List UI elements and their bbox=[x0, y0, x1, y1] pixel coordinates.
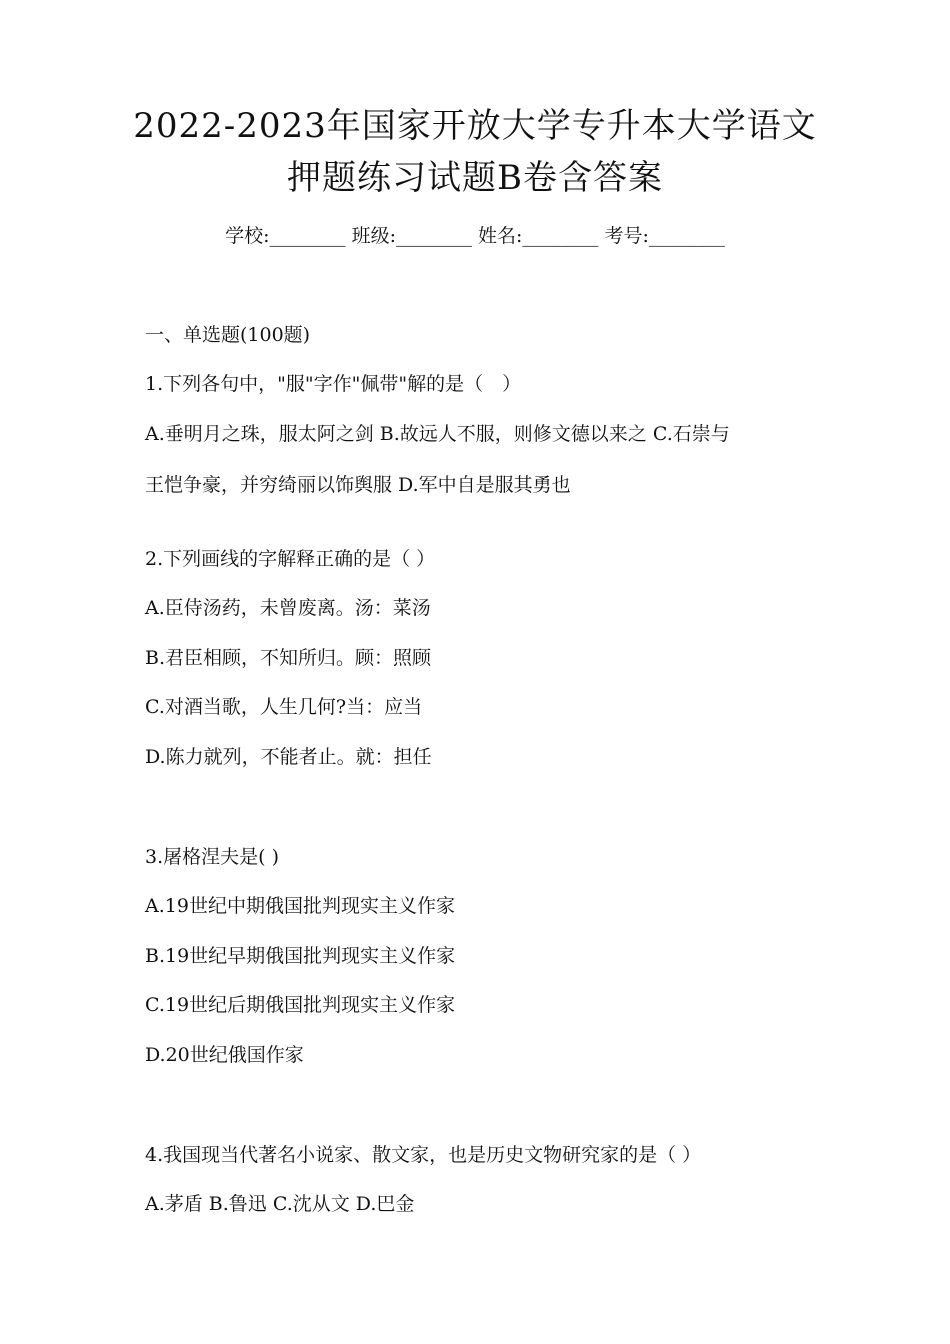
student-info-line: 学校:________ 班级:________ 姓名:________ 考号:________ bbox=[225, 225, 725, 247]
question-1-options-line-1: A.垂明月之珠，服太阿之剑 B.故远人不服，则修文德以来之 C.石崇与 bbox=[145, 423, 730, 445]
question-2-option-b: B.君臣相顾，不知所归。顾：照顾 bbox=[145, 647, 432, 669]
question-1-options-line-2: 王恺争豪，并穷绮丽以饰舆服 D.军中自是服其勇也 bbox=[145, 474, 571, 496]
question-2-option-c: C.对酒当歌，人生几何?当：应当 bbox=[145, 696, 423, 718]
section-heading: 一、单选题(100题) bbox=[145, 324, 311, 346]
question-3-option-c: C.19世纪后期俄国批判现实主义作家 bbox=[145, 994, 456, 1016]
question-2-option-a: A.臣侍汤药，未曾废离。汤：菜汤 bbox=[145, 597, 431, 619]
document-title-line-2: 押题练习试题B卷含答案 bbox=[287, 158, 663, 198]
question-1-stem: 1.下列各句中，"服"字作"佩带"解的是（ ） bbox=[145, 373, 522, 395]
question-3-option-d: D.20世纪俄国作家 bbox=[145, 1044, 304, 1066]
question-3-option-a: A.19世纪中期俄国批判现实主义作家 bbox=[145, 895, 455, 917]
question-2-stem: 2.下列画线的字解释正确的是（ ） bbox=[145, 548, 436, 570]
question-3-stem: 3.屠格涅夫是( ) bbox=[145, 846, 279, 868]
question-2-option-d: D.陈力就列，不能者止。就：担任 bbox=[145, 746, 432, 768]
question-3-option-b: B.19世纪早期俄国批判现实主义作家 bbox=[145, 945, 456, 967]
question-4-stem: 4.我国现当代著名小说家、散文家，也是历史文物研究家的是（ ） bbox=[145, 1144, 702, 1166]
question-4-options: A.茅盾 B.鲁迅 C.沈从文 D.巴金 bbox=[145, 1193, 415, 1215]
document-title-line-1: 2022-2023年国家开放大学专升本大学语文 bbox=[133, 106, 817, 146]
